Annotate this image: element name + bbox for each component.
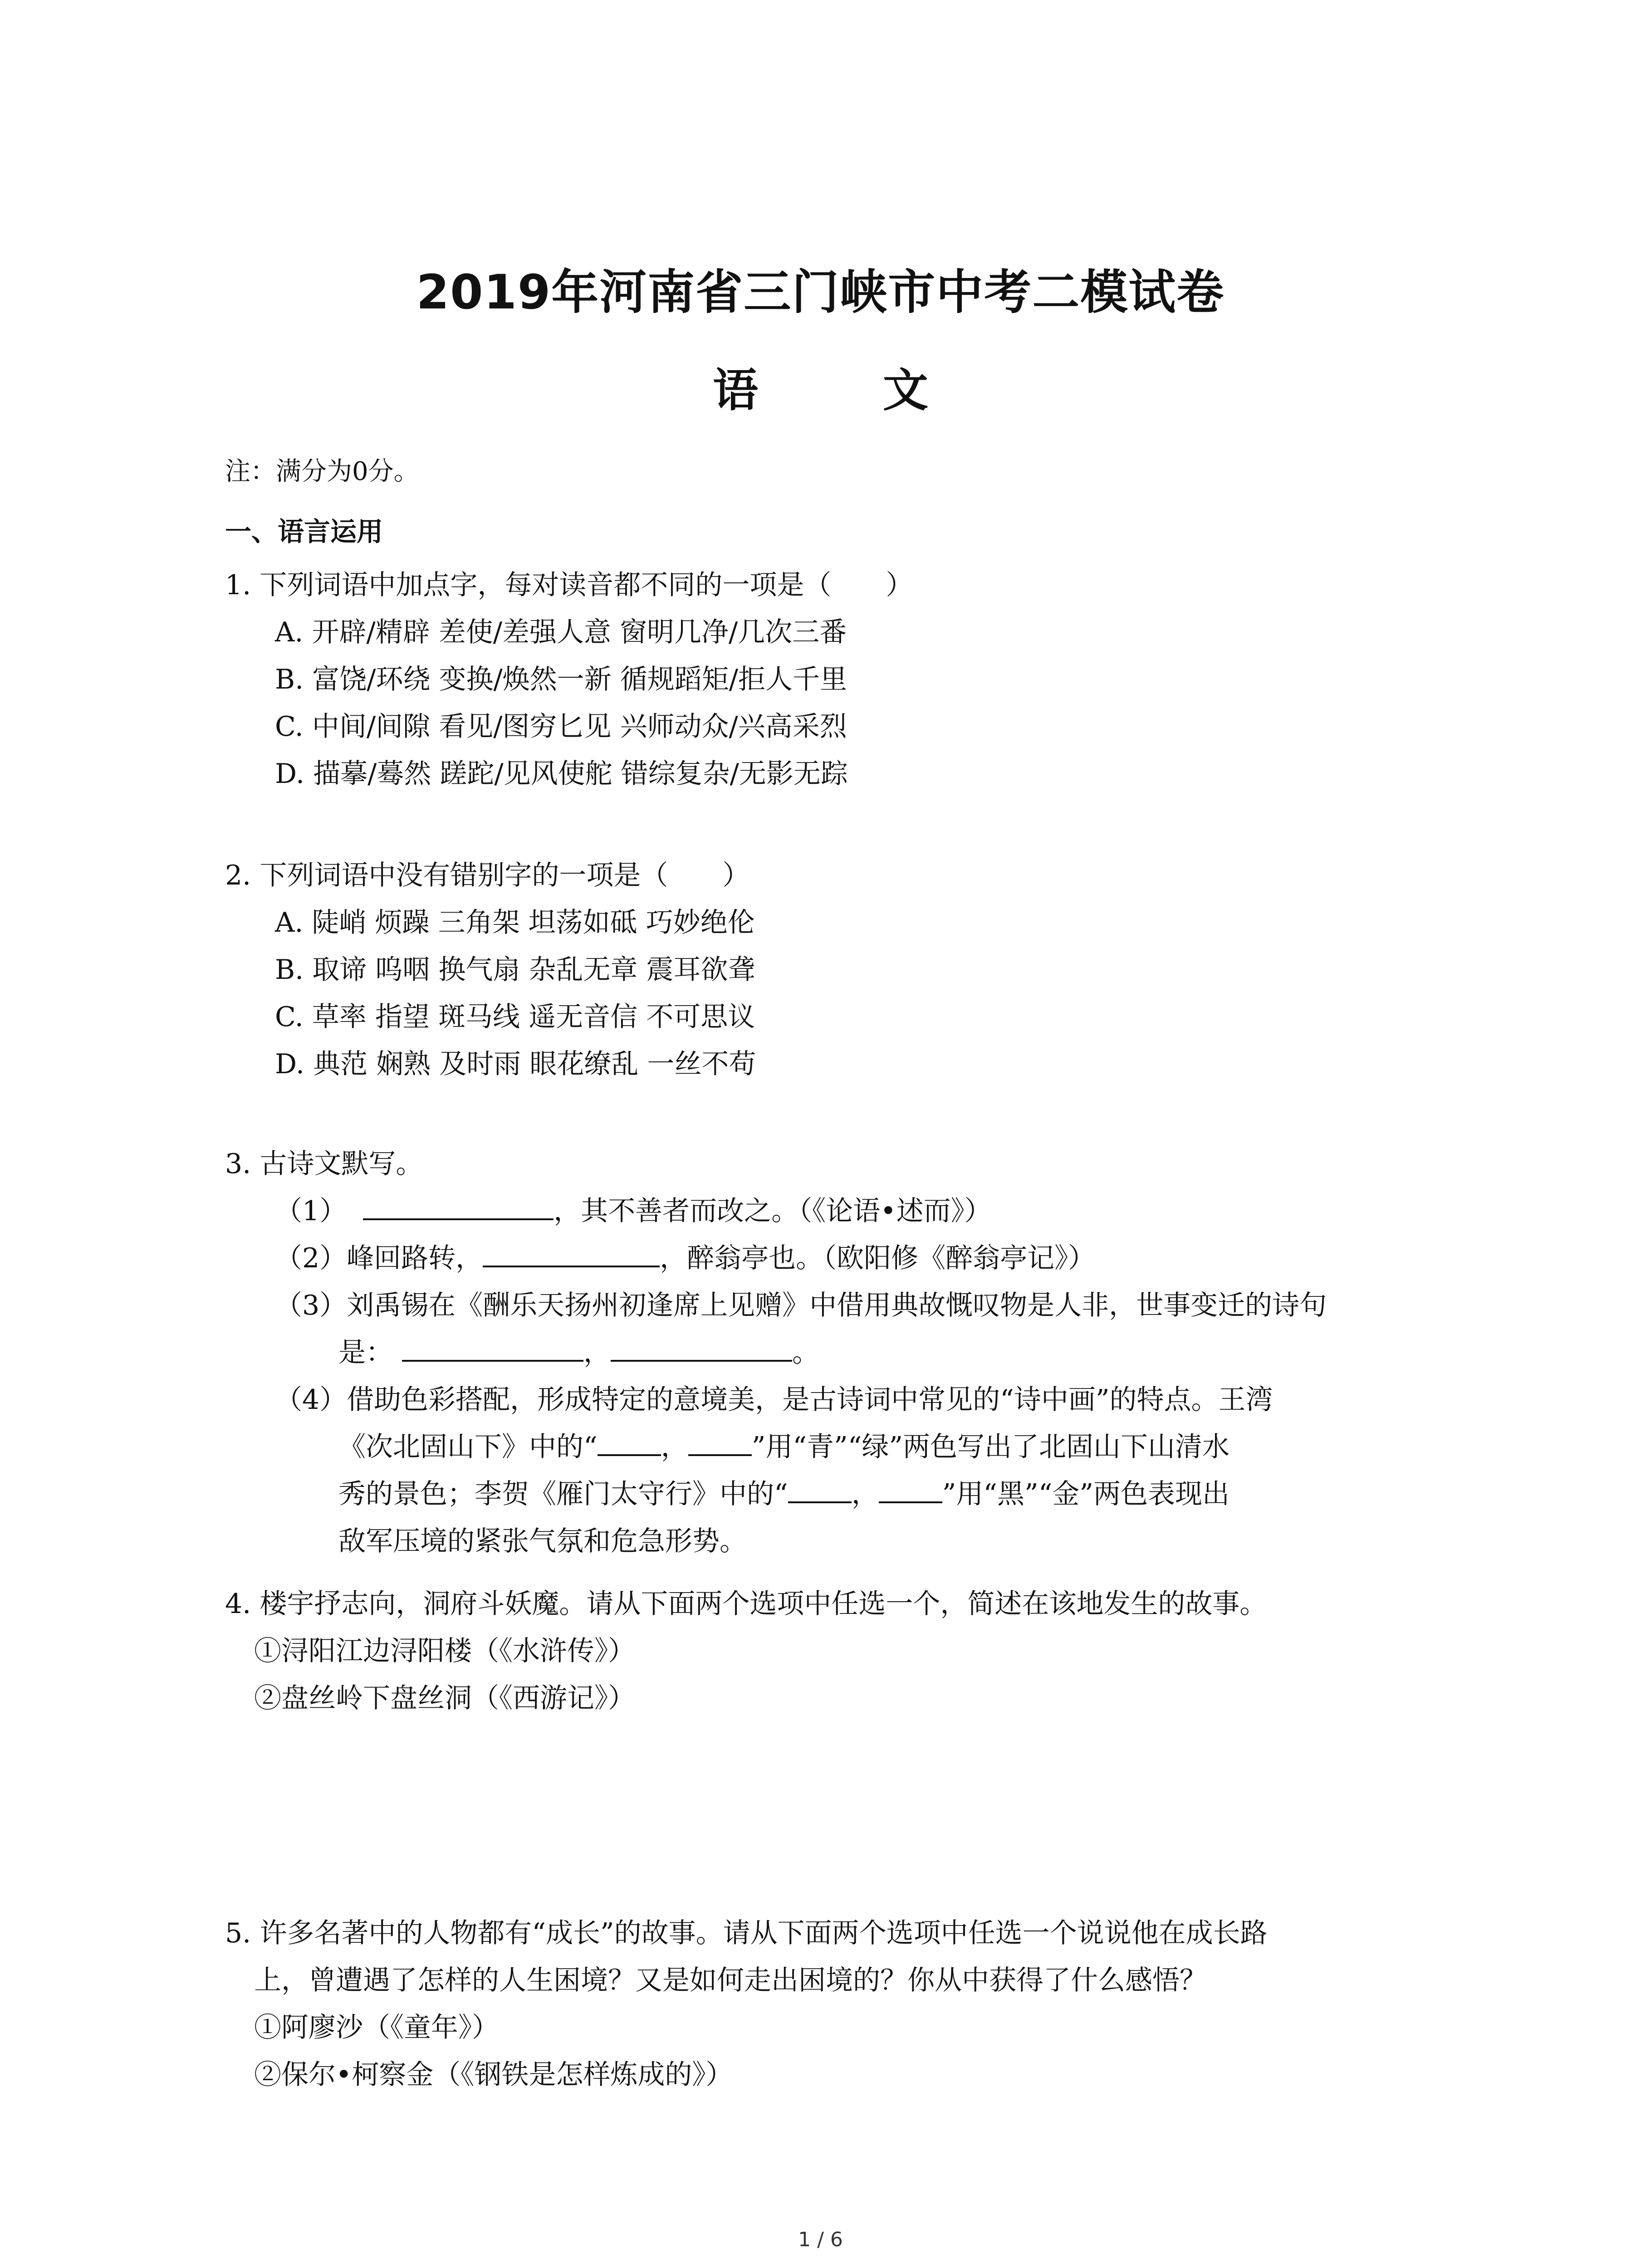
section-heading: 一、语言运用 [225, 516, 383, 547]
q5-option-1: ①阿廖沙（《童年》） [254, 2012, 499, 2043]
q3-part4-text1: 借助色彩搭配，形成特定的意境美，是古诗词中常见的“诗中画”的特点。王湾 [347, 1384, 1273, 1416]
q3-part4-text3-pre: 秀的景色；李贺《雁门太守行》中的“ [338, 1478, 788, 1510]
answer-blank[interactable] [598, 1429, 661, 1456]
q3-part2-pre: 峰回路转， [347, 1242, 483, 1274]
q3-part1 [275, 1193, 992, 1229]
q4-option-1: ①浔阳江边浔阳楼（《水浒传》） [254, 1635, 635, 1667]
q3-part4-text2-post: ”用“青”“绿”两色写出了北固山下山清水 [751, 1431, 1230, 1463]
q2-option-d: D. 典范 娴熟 及时雨 眼花缭乱 一丝不苟 [275, 1048, 756, 1080]
q4-stem: 4. 楼宇抒志向，洞府斗妖魔。请从下面两个选项中任选一个，简述在该地发生的故事。 [225, 1588, 1267, 1620]
q3-part3-line1 [275, 1287, 1327, 1324]
q5-stem-line1: 5. 许多名著中的人物都有“成长”的故事。请从下面两个选项中任选一个说说他在成长路 [225, 1917, 1268, 1949]
answer-blank[interactable] [688, 1429, 752, 1456]
q3-part2 [275, 1240, 1095, 1276]
q3-part3-line2 [338, 1334, 819, 1371]
q3-part3-comma: ， [583, 1337, 611, 1369]
q4-option-2: ②盘丝岭下盘丝洞（《西游记》） [254, 1682, 635, 1714]
answer-blank[interactable] [483, 1240, 660, 1267]
q3-part3-pre: 是： [338, 1337, 393, 1369]
q1-option-c: C. 中间/间隙 看见/图穷匕见 兴师动众/兴高采烈 [275, 711, 847, 743]
q3-part1-number: （1） [275, 1195, 347, 1227]
q3-part2-post: ，醉翁亭也。（欧阳修《醉翁亭记》） [660, 1242, 1096, 1274]
q3-part4-text3-mid: ， [851, 1478, 879, 1510]
q3-part4-text2-mid: ， [661, 1431, 688, 1463]
q3-part3-number: （3） [275, 1290, 347, 1321]
q1-option-b: B. 富饶/环绕 变换/焕然一新 循规蹈矩/拒人千里 [275, 664, 847, 695]
q3-part4-line3 [338, 1476, 1230, 1512]
q2-option-a: A. 陡峭 烦躁 三角架 坦荡如砥 巧妙绝伦 [275, 907, 755, 938]
q3-part3-text: 刘禹锡在《酬乐天扬州初逢席上见赠》中借用典故慨叹物是人非，世事变迁的诗句 [347, 1290, 1327, 1321]
q1-option-a: A. 开辟/精辟 差使/差强人意 窗明几净/几次三番 [275, 616, 847, 648]
q5-option-2: ②保尔•柯察金（《钢铁是怎样炼成的》） [254, 2059, 733, 2091]
score-note: 注：满分为0分。 [225, 457, 419, 486]
q3-part2-number: （2） [275, 1242, 347, 1274]
answer-blank[interactable] [402, 1334, 583, 1362]
q2-option-c: C. 草率 指望 斑马线 遥无音信 不可思议 [275, 1001, 755, 1033]
q1-option-d: D. 描摹/蓦然 蹉跎/见风使舵 错综复杂/无影无踪 [275, 758, 848, 790]
q2-option-b: B. 取谛 呜咽 换气扇 杂乱无章 震耳欲聋 [275, 954, 755, 986]
q3-part4-text3-post: ”用“黑”“金”两色表现出 [942, 1478, 1230, 1510]
q3-stem: 3. 古诗文默写。 [225, 1148, 423, 1180]
q2-stem: 2. 下列词语中没有错别字的一项是（ ） [225, 860, 750, 891]
answer-blank[interactable] [363, 1193, 554, 1220]
q3-part3-end: 。 [792, 1337, 819, 1369]
answer-blank[interactable] [879, 1476, 942, 1503]
q3-part4-text2-pre: 《次北固山下》中的“ [338, 1431, 598, 1463]
subject-title: 语 文 [713, 364, 983, 417]
q3-part4-line1 [275, 1382, 1273, 1418]
q3-part4-line2 [338, 1429, 1230, 1465]
q3-part1-text: ，其不善者而改之。（《论语•述而》） [554, 1195, 992, 1227]
q3-part4-number: （4） [275, 1384, 347, 1416]
answer-blank[interactable] [788, 1476, 852, 1503]
q3-part4-line4: 敌军压境的紧张气氛和危急形势。 [338, 1525, 747, 1557]
answer-blank[interactable] [611, 1334, 792, 1362]
q5-stem-line2: 上，曾遭遇了怎样的人生困境？又是如何走出困境的？你从中获得了什么感悟？ [254, 1965, 1207, 1996]
exam-title: 2019年河南省三门峡市中考二模试卷 [416, 264, 1225, 320]
q1-stem: 1. 下列词语中加点字，每对读音都不同的一项是（ ） [225, 569, 913, 601]
page-number: 1 / 6 [798, 2228, 843, 2251]
